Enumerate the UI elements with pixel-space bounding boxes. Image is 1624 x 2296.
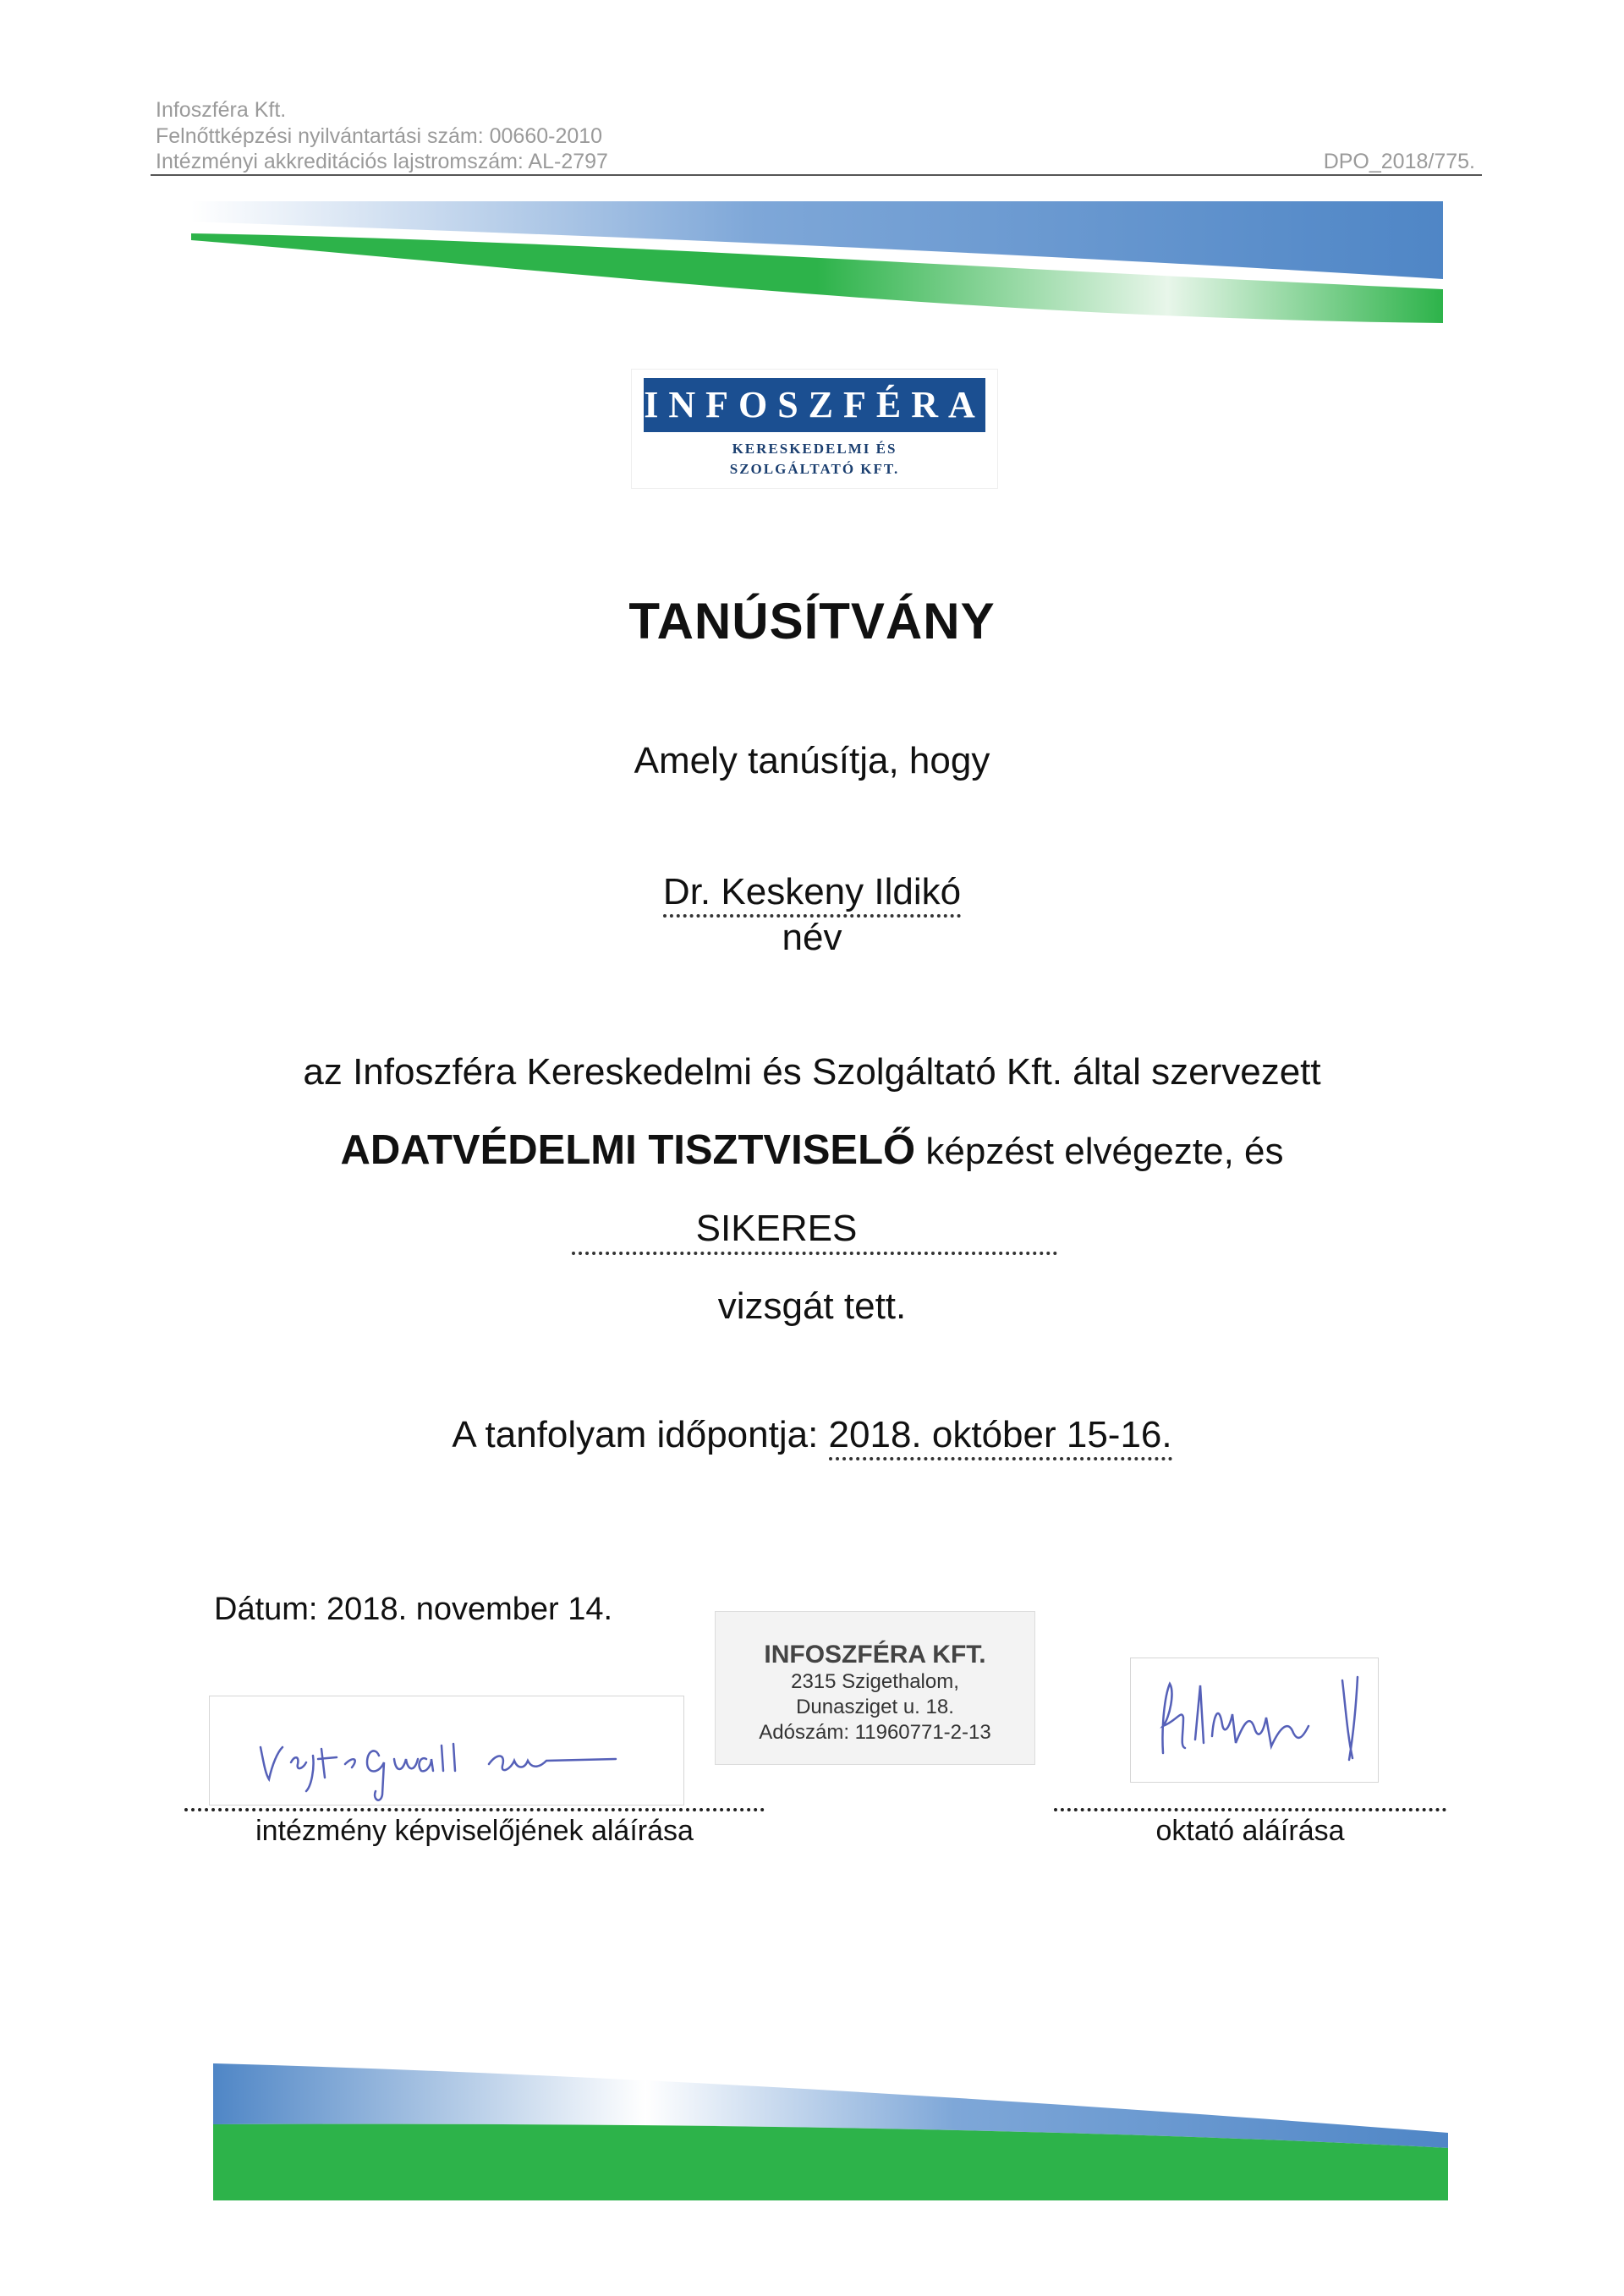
course-line — [0, 1126, 1624, 1174]
exam-result-value: SIKERES — [695, 1208, 858, 1249]
person-name: Dr. Keskeny Ildikó — [663, 871, 961, 918]
stamp-tax-number: Adószám: 11960771-2-13 — [759, 1721, 991, 1744]
certificate-title: TANÚSÍTVÁNY — [628, 593, 996, 649]
stamp-address-line2: Dunasziget u. 18. — [796, 1696, 954, 1718]
logo-subtitle: KERESKEDELMI ÉS SZOLGÁLTATÓ KFT. — [729, 441, 900, 477]
instructor-signature — [1130, 1658, 1379, 1783]
course-suffix: képzést elvégezte, és — [925, 1131, 1284, 1172]
logo-wordmark: INFOSZFÉRA — [644, 378, 985, 432]
course-date: 2018. október 15-16. — [829, 1414, 1172, 1460]
header-document-code: DPO_2018/775. — [1323, 150, 1475, 173]
course-date-row — [0, 1414, 1624, 1456]
representative-signature-caption: intézmény képviselőjének aláírása — [255, 1815, 694, 1847]
course-date-label: A tanfolyam időpontja: — [452, 1414, 819, 1455]
company-stamp — [715, 1611, 1035, 1765]
person-name-row — [0, 871, 1624, 913]
header-divider — [151, 174, 1482, 176]
stamp-address-line1: 2315 Szigethalom, — [791, 1670, 959, 1693]
instructor-signature-line — [1054, 1808, 1446, 1811]
name-label: név — [782, 917, 842, 958]
course-name: ADATVÉDELMI TISZTVISELŐ — [340, 1127, 916, 1173]
certificate-intro: Amely tanúsítja, hogy — [634, 740, 990, 781]
instructor-signature-caption: oktató aláírása — [1155, 1815, 1345, 1847]
representative-signature — [209, 1696, 684, 1806]
company-logo — [631, 369, 998, 489]
header-company: Infoszféra Kft. — [156, 98, 287, 122]
exam-result — [572, 1208, 1057, 1255]
header-accreditation: Intézményi akkreditációs lajstromszám: AL-2797 — [156, 150, 608, 173]
organizer-line: az Infoszféra Kereskedelmi és Szolgáltató Kft. által szervezett — [303, 1051, 1321, 1093]
representative-signature-line — [184, 1808, 765, 1811]
issue-date: Dátum: 2018. november 14. — [214, 1592, 613, 1627]
representative-signature-image — [210, 1696, 683, 1805]
stamp-company: INFOSZFÉRA KFT. — [764, 1641, 986, 1669]
exam-line: vizsgát tett. — [717, 1285, 907, 1327]
instructor-signature-image — [1131, 1658, 1378, 1782]
bottom-banner — [213, 2063, 1448, 2200]
top-banner — [191, 201, 1443, 325]
header-reg-number: Felnőttképzési nyilvántartási szám: 00660-2010 — [156, 124, 603, 148]
